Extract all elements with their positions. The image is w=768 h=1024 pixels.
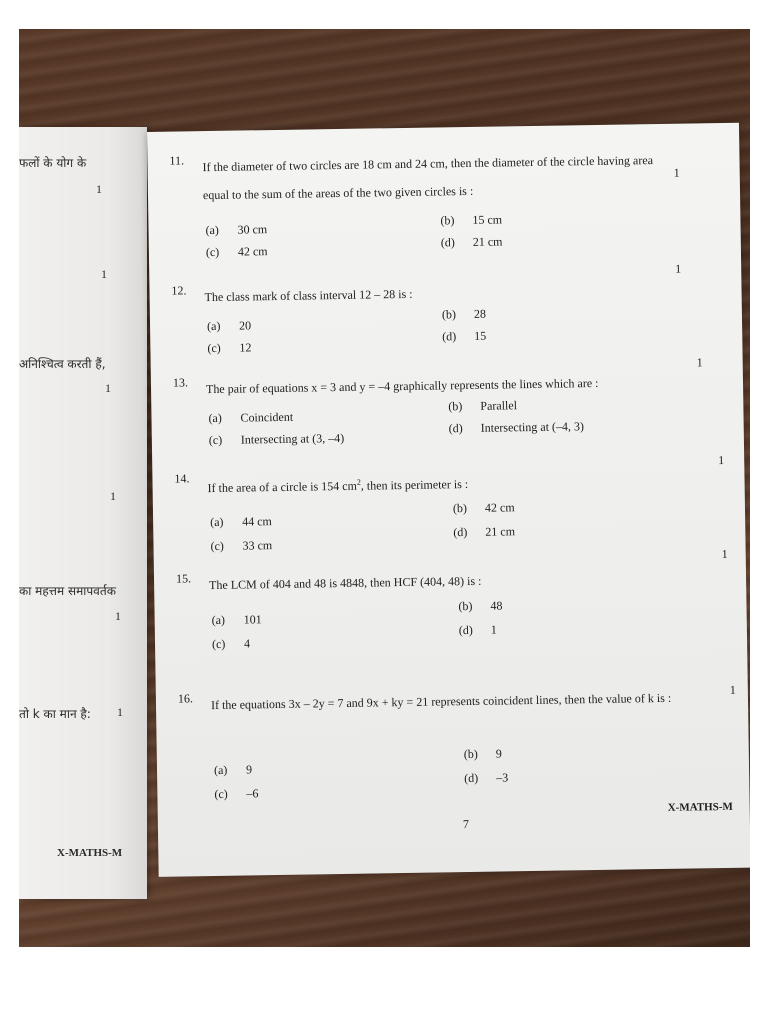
question-marks: 1 xyxy=(718,452,725,468)
question-number: 16. xyxy=(177,691,194,706)
option-text: Intersecting at (3, –4) xyxy=(240,430,345,447)
option-c xyxy=(212,636,250,652)
left-page-mark: 1 xyxy=(115,609,121,623)
left-page-line: फलों के योग के xyxy=(19,156,87,170)
option-c xyxy=(209,431,345,448)
left-page xyxy=(19,127,147,899)
left-page-line: तो k का मान है: xyxy=(19,707,91,721)
option-text: 30 cm xyxy=(237,222,268,237)
option-label: (a) xyxy=(211,612,226,628)
option-b xyxy=(453,500,515,516)
option-b xyxy=(448,398,517,414)
left-page-line: अनिश्चित्व करती हैं, xyxy=(19,357,106,371)
option-a xyxy=(208,410,293,426)
question-11 xyxy=(169,145,719,260)
option-d xyxy=(464,770,508,786)
page-number: 7 xyxy=(462,817,470,832)
option-label: (b) xyxy=(440,213,455,228)
question-number: 13. xyxy=(172,375,189,390)
option-c xyxy=(206,244,268,260)
question-14 xyxy=(174,452,725,554)
question-text: The LCM of 404 and 48 is 4848, then HCF (404, 48) is : xyxy=(209,573,482,593)
option-d xyxy=(441,234,503,250)
option-a xyxy=(207,318,251,334)
option-label: (a) xyxy=(205,222,219,238)
left-page-line: का महत्तम समापवर्तक xyxy=(19,584,116,598)
question-number: 15. xyxy=(175,571,192,586)
left-page-mark: 1 xyxy=(96,182,102,196)
question-text: If the area of a circle is 154 $cm^2$, then its perimeter is : xyxy=(207,476,469,496)
left-page-mark: 1 xyxy=(110,489,116,503)
photo-background xyxy=(19,29,750,947)
option-text: 1 xyxy=(490,622,497,637)
option-label: (b) xyxy=(441,307,457,322)
option-text: 33 cm xyxy=(242,538,273,553)
left-page-mark: 1 xyxy=(101,267,107,281)
option-label: (b) xyxy=(463,746,478,762)
option-label: (c) xyxy=(208,432,223,448)
question-marks: 1 xyxy=(673,165,680,180)
question-text: The class mark of class interval 12 – 28 is : xyxy=(204,286,413,305)
option-c xyxy=(210,538,272,554)
question-number: 12. xyxy=(171,283,187,298)
question-marks: 1 xyxy=(696,355,703,370)
page-code: X-MATHS-M xyxy=(667,800,733,814)
option-text: Parallel xyxy=(480,398,518,413)
option-text: 15 xyxy=(474,328,487,343)
question-12 xyxy=(171,261,721,356)
option-label: (d) xyxy=(464,770,479,786)
option-label: (d) xyxy=(458,622,473,638)
option-d xyxy=(449,419,585,436)
question-marks: 1 xyxy=(721,546,728,562)
option-c xyxy=(207,340,251,356)
option-label: (d) xyxy=(453,525,468,540)
option-text: 9 xyxy=(245,762,253,777)
question-marks: 1 xyxy=(729,682,736,697)
option-text: 21 cm xyxy=(472,234,503,249)
question-15 xyxy=(175,546,728,652)
option-d xyxy=(459,623,497,639)
question-text: The pair of equations x = 3 and y = –4 graphically represents the lines which are : xyxy=(205,375,599,397)
option-b xyxy=(458,598,502,614)
left-page-mark: 1 xyxy=(105,381,111,395)
question-13 xyxy=(172,355,723,448)
option-text: 4 xyxy=(243,636,251,651)
left-page-footer: X-MATHS-M xyxy=(57,847,123,859)
question-marks: 1 xyxy=(675,261,682,276)
option-text: 9 xyxy=(495,746,502,761)
option-text: 12 xyxy=(239,340,252,355)
option-b xyxy=(464,747,502,763)
option-a xyxy=(205,222,267,238)
option-text: 21 cm xyxy=(485,524,516,539)
option-label: (b) xyxy=(448,399,463,414)
question-text: If the equations 3x – 2y = 7 and 9x + ky = 21 represents coincident lines, then the value of k is : xyxy=(210,690,672,713)
option-label: (b) xyxy=(452,501,468,516)
option-label: (d) xyxy=(440,235,455,250)
option-text: 101 xyxy=(243,612,262,627)
option-text: 15 cm xyxy=(472,212,503,227)
question-text: If the diameter of two circles are 18 cm and 24 cm, then the diameter of the circle having area equal to the sum of the areas of the two given circles is : xyxy=(202,153,654,203)
option-text: Intersecting at (–4, 3) xyxy=(480,419,585,435)
option-label: (b) xyxy=(458,598,473,614)
question-number: 14. xyxy=(174,471,190,486)
option-text: 20 xyxy=(238,318,252,333)
option-c xyxy=(214,786,258,802)
option-text: –6 xyxy=(246,786,259,801)
option-text: 44 cm xyxy=(242,514,272,529)
option-label: (d) xyxy=(448,421,463,436)
option-label: (c) xyxy=(205,244,220,260)
option-label: (c) xyxy=(214,786,228,802)
option-label: (a) xyxy=(213,762,228,778)
option-a xyxy=(212,612,262,628)
option-label: (c) xyxy=(210,538,224,554)
option-label: (a) xyxy=(206,318,221,334)
option-label: (a) xyxy=(208,410,222,426)
option-d xyxy=(453,524,515,540)
option-label: (d) xyxy=(442,329,457,344)
option-b xyxy=(442,307,486,323)
option-a xyxy=(210,514,272,530)
option-text: 48 xyxy=(490,598,503,613)
option-text: 42 cm xyxy=(484,500,515,515)
option-text: Coincident xyxy=(240,409,294,425)
option-text: 28 xyxy=(473,306,487,321)
option-text: –3 xyxy=(496,770,509,785)
option-text: 42 cm xyxy=(237,244,268,259)
option-a xyxy=(214,762,252,778)
option-d xyxy=(442,329,486,345)
option-label: (a) xyxy=(210,514,224,530)
option-b xyxy=(440,212,502,228)
option-label: (c) xyxy=(211,636,226,652)
question-16 xyxy=(177,682,736,802)
option-label: (c) xyxy=(207,340,221,356)
question-number: 11. xyxy=(169,153,185,168)
main-page xyxy=(147,123,750,877)
left-page-mark: 1 xyxy=(117,705,123,719)
